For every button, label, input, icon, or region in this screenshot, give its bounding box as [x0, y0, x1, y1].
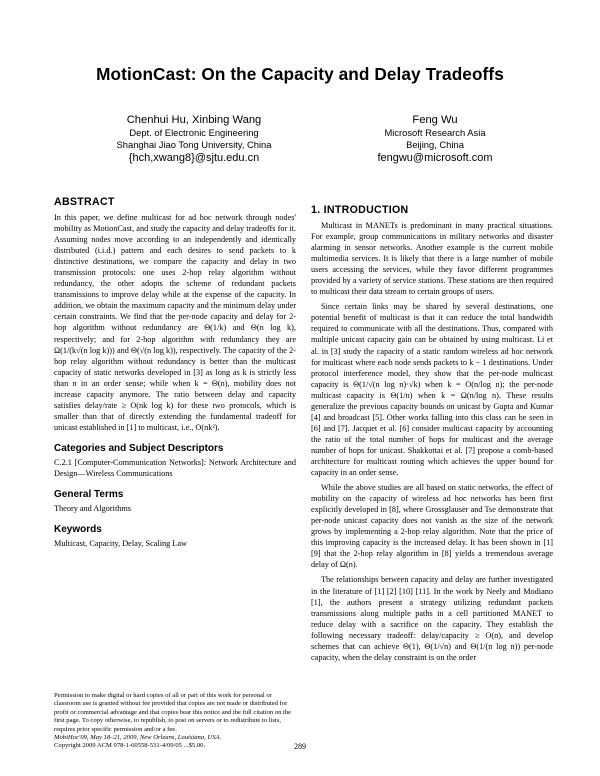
author-department: Microsoft Research Asia [384, 126, 486, 138]
abstract-heading: ABSTRACT [54, 196, 115, 208]
author-names: Feng Wu [412, 114, 458, 126]
intro-paragraph-2: Since certain links may be shared by several destinations, one potential benefit of multicast is that it can reduce the total bandwidth required to communicate with all the destinations. Thus, compared with multiple unicast capacity gain can be obtained by using multicast. Li et al. in [3] study the capacity of a static random wireless ad hoc network for multicast where each node sends packets to k − 1 destinations. Under protocol interference model, they show that the per-node multicast capacity is Θ(1/√(n log n)·√k) when k = O(n/log n); the per-node multicast capacity is Θ(1/n) when k = Ω(n/log n). These results generalize the previous capacity bounds on unicast by Gupta and Kumar [4] and broadcast [5]. Other works falling into this class can be seen in [6] and [7]. Jacquet et al. [6] consider multicast capacity by accounting the ratio of the total number of hops for multicast and the average number of hops for unicast. Shakkottai et al. [7] propose a comb-based architecture for multicast routing which achieves the upper bound for capacity in an order sense. [311, 302, 553, 478]
categories-section [54, 443, 296, 479]
permission-notice: Permission to make digital or hard copies of all or part of this work for personal or classroom use is granted without fee provided that copies are not made or distributed for profit or commercial advantage and that copies bear this notice and the full citation on the first page. To copy otherwise, to republish, to post on servers or to redistribute to lists, requires prior specific permission and/or a fee. [54, 692, 292, 733]
page-number: 289 [294, 742, 306, 751]
categories-heading: Categories and Subject Descriptors [54, 442, 224, 454]
intro-paragraph-3: While the above studies are all based on static networks, the effect of mobility on the capacity of wireless ad hoc networks has been first explicitly developed in [8], where Grossglauser and Tse demonstrate that per-node unicast capacity does not vanish as the size of the network grows by implementing a 2-hop relay algorithm. Note that the price of this improving capacity is the increased delay. It has been shown in [1] [9] that the 2-hop relay algorithm in [8] yields a tremendous average delay of Ω(n). [311, 483, 553, 570]
author-block-1 [64, 114, 324, 164]
abstract-text: In this paper, we define multicast for ad hoc network through nodes' mobility as MotionCast, and study the capacity and delay tradeoffs for it. Assuming nodes move according to an independently and identically distributed (i.i.d.) pattern and each desires to send packets to k distinctive destinations, we compare the capacity and delay in two transmission protocols: one uses 2-hop relay algorithm without redundancy, the other adopts the scheme of redundant packets transmissions to improve delay while at the expense of the capacity. In addition, we obtain the maximum capacity and the minimum delay under certain constraints. We find that the per-node capacity and delay for 2-hop algorithm without redundancy are Θ(1/k) and Θ(n log k), respectively; and for 2-hop algorithm with redundancy they are Ω(1/(k√(n log k))) and Θ(√(n log k)), respectively. The capacity of the 2-hop relay algorithm without redundancy is better than the multicast capacity of static networks developed in [3] as long as k is strictly less than n in an order sense; while when k = Θ(n), mobility does not increase capacity anymore. The ratio between delay and capacity satisfies delay/rate ≥ O(nk log k) for these two protocols, which is smaller than that of directly extending the fundamental tradeoff for unicast established in [1] to multicast, i.e., O(nk²). [54, 213, 296, 432]
general-terms-section [54, 489, 296, 514]
keywords-section [54, 524, 296, 549]
intro-paragraph-4: The relationships between capacity and delay are further investigated in the literature of [1] [2] [10] [11]. In the work by Neely and Modiano [1], the authors present a strategy utilizing redundant packets transmissions along multiple paths in a cell partitioned MANET to reduce delay with a sacrifice on the capacity. They establish the following necessary tradeoff: delay/capacity ≥ O(n), and develop schemes that can achieve Θ(1), Θ(1/√n) and Θ(1/(n log n)) per-node capacity, when the delay constraint is on the order [311, 575, 553, 662]
author-email: {hch,xwang8}@sjtu.edu.cn [128, 151, 260, 164]
categories-text: C.2.1 [Computer-Communication Networks]: Network Architecture and Design—Wireless Communications [54, 457, 296, 478]
author-organization: Shanghai Jiao Tong University, China [116, 139, 272, 151]
author-email: fengwu@microsoft.com [377, 151, 493, 164]
venue-line: MobiHoc'09, May 18–21, 2009, New Orleans, Louisiana, USA. [54, 734, 222, 742]
general-terms-heading: General Terms [54, 489, 124, 501]
general-terms-text: Theory and Algorithms [54, 504, 131, 514]
author-block-2 [305, 114, 565, 164]
left-column [54, 196, 296, 559]
keywords-text: Multicast, Capacity, Delay, Scaling Law [54, 539, 187, 549]
author-names: Chenhui Hu, Xinbing Wang [126, 114, 262, 126]
author-organization: Beijing, China [406, 139, 464, 151]
abstract-section [54, 196, 296, 433]
author-department: Dept. of Electronic Engineering [129, 126, 259, 138]
keywords-heading: Keywords [54, 524, 102, 536]
paper-title: MotionCast: On the Capacity and Delay Tradeoffs [96, 64, 504, 84]
copyright-line: Copyright 2009 ACM 978-1-60558-531-4/09/05 ...$5.00. [54, 742, 206, 750]
intro-paragraph-1: Multicast in MANETs is predominant in many practical situations. For example, group communications in military networks and disaster alarming in sensor networks. Another example is the current mobile multimedia services. It is likely that there is a large number of mobile users accessing the services, while they favor different programmes provided by a variety of service stations. These stations are then required to multicast their data stream to certain groups of users. [311, 221, 553, 297]
right-column [311, 204, 553, 663]
introduction-heading: 1. INTRODUCTION [311, 204, 409, 216]
